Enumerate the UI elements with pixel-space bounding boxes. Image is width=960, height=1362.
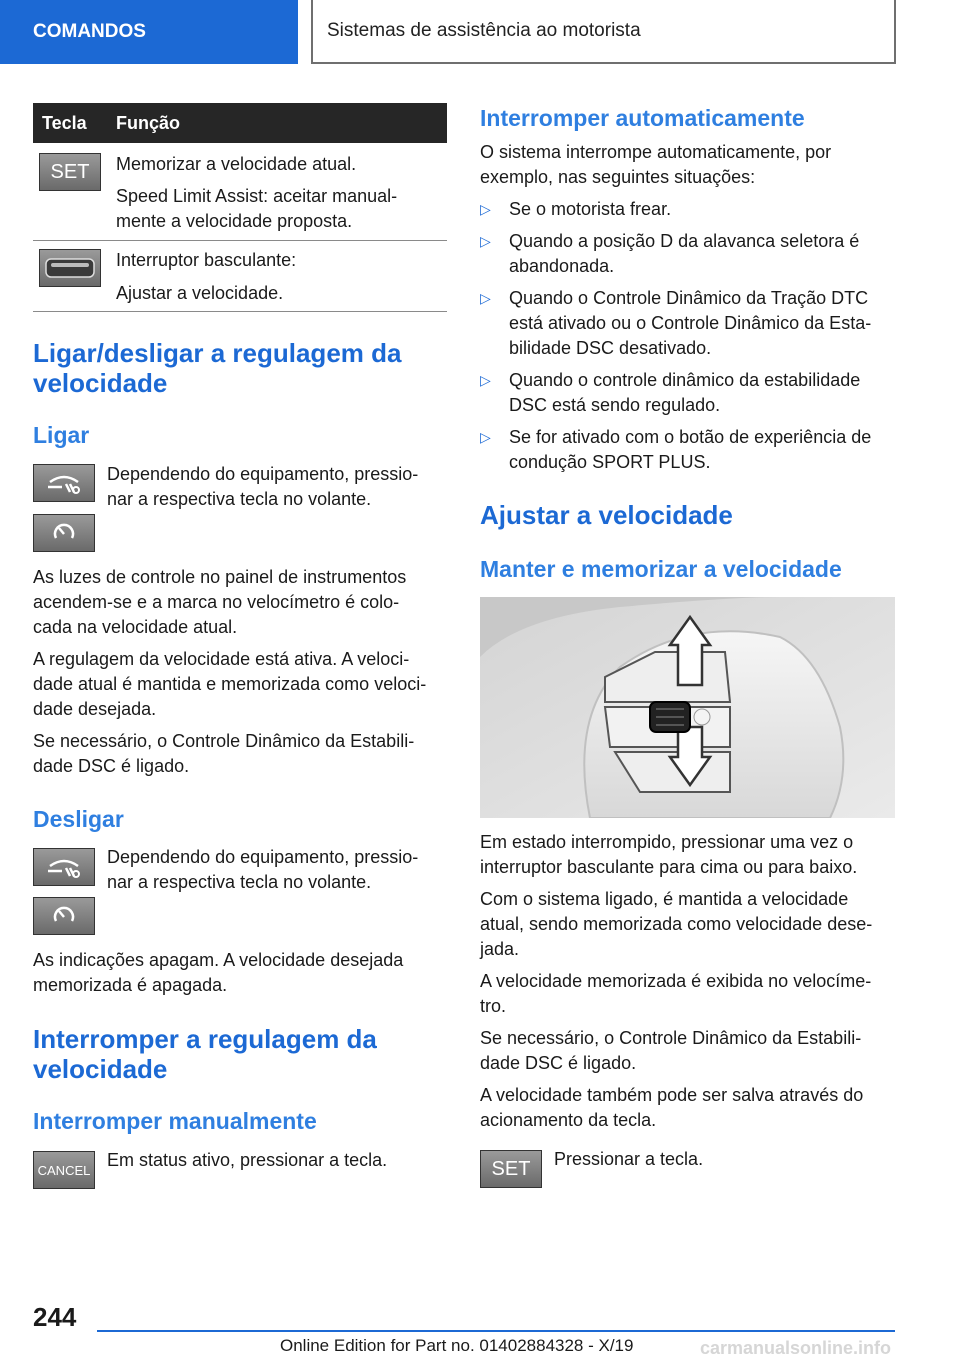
table-divider xyxy=(33,311,447,312)
section-tab xyxy=(0,0,298,64)
table-row: Memorizar a velocidade atual. Speed Limit Assist: aceitar manual- mente a velocidade proposta. xyxy=(116,154,398,231)
speed-limiter-icon xyxy=(33,514,95,552)
footer-rule xyxy=(97,1330,895,1332)
heading-desligar: Desligar xyxy=(33,806,124,832)
paragraph: Em estado interrompido, pressionar uma vez o interruptor basculante para cima ou para baixo. Com o sistema ligado, é mantida a velocidade atual, sendo memorizada como velocidade dese- jada. A velocidade memorizada é exibida no velocíme- tro. Se necessário, o Controle Dinâmico da Estabili- dade DSC é ligado. A velocidade também pode ser salva através do acionamento da tecla. xyxy=(480,832,873,1130)
table-row: Interruptor basculante: Ajustar a velocidade. xyxy=(116,250,297,303)
watermark: carmanualsonline.info xyxy=(700,1338,892,1358)
triangle-bullet-icon: ▷ xyxy=(480,290,491,306)
press-text: Pressionar a tecla. xyxy=(554,1149,704,1169)
heading-keep-store: Manter e memorizar a velocidade xyxy=(480,556,842,582)
table-header xyxy=(33,103,447,143)
paragraph: As indicações apagam. A velocidade desejada memorizada é apagada. xyxy=(33,950,404,995)
chapter-title: Sistemas de assistência ao motorista xyxy=(327,20,641,41)
steering-wheel-controls-illustration xyxy=(480,597,895,818)
heading-ligar: Ligar xyxy=(33,422,90,448)
speed-limiter-icon xyxy=(33,897,95,935)
table-col-function: Função xyxy=(116,113,181,133)
table-divider xyxy=(33,240,447,241)
manual-text: Em status ativo, pressionar a tecla. xyxy=(107,1150,388,1170)
ligar-text: Dependendo do equipamento, pressio- nar a respectiva tecla no volante. xyxy=(107,464,419,509)
table-col-key: Tecla xyxy=(42,113,87,133)
chapter-tab xyxy=(311,0,896,64)
triangle-bullet-icon: ▷ xyxy=(480,429,491,445)
footer-edition: Online Edition for Part no. 01402884328 - X/19 xyxy=(280,1336,634,1355)
paragraph: O sistema interrompe automaticamente, por exemplo, nas seguintes situações: xyxy=(480,142,832,187)
set-key-icon: SET xyxy=(39,153,101,191)
cancel-key-icon: CANCEL xyxy=(33,1151,95,1189)
page-number: 244 xyxy=(33,1302,77,1332)
triangle-bullet-icon: ▷ xyxy=(480,233,491,249)
heading-adjust: Ajustar a velocidade xyxy=(480,500,733,530)
cruise-on-icon xyxy=(33,464,95,502)
heading-manual: Interromper manualmente xyxy=(33,1108,317,1134)
desligar-text: Dependendo do equipamento, pressio- nar a respectiva tecla no volante. xyxy=(107,847,419,892)
triangle-bullet-icon: ▷ xyxy=(480,201,491,217)
set-key-icon: SET xyxy=(480,1150,542,1188)
section-title: COMANDOS xyxy=(33,21,146,42)
triangle-bullet-icon: ▷ xyxy=(480,372,491,388)
cruise-off-icon xyxy=(33,848,95,886)
paragraph: As luzes de controle no painel de instrumentos acendem-se e a marca no velocímetro é colo- cada na velocidade atual. A regulagem da velocidade está ativa. A veloci- dade atual é mantida e memorizada como veloci- dade desejada. Se necessário, o Controle Dinâmico da Estabili- dade DSC é ligado. xyxy=(33,567,427,776)
heading-interrupt: Interromper a regulagem da velocidade xyxy=(33,1024,377,1084)
heading-auto: Interromper automaticamente xyxy=(480,105,805,131)
heading-on-off: Ligar/desligar a regulagem da velocidade xyxy=(33,338,402,398)
rocker-switch-icon xyxy=(39,249,101,287)
